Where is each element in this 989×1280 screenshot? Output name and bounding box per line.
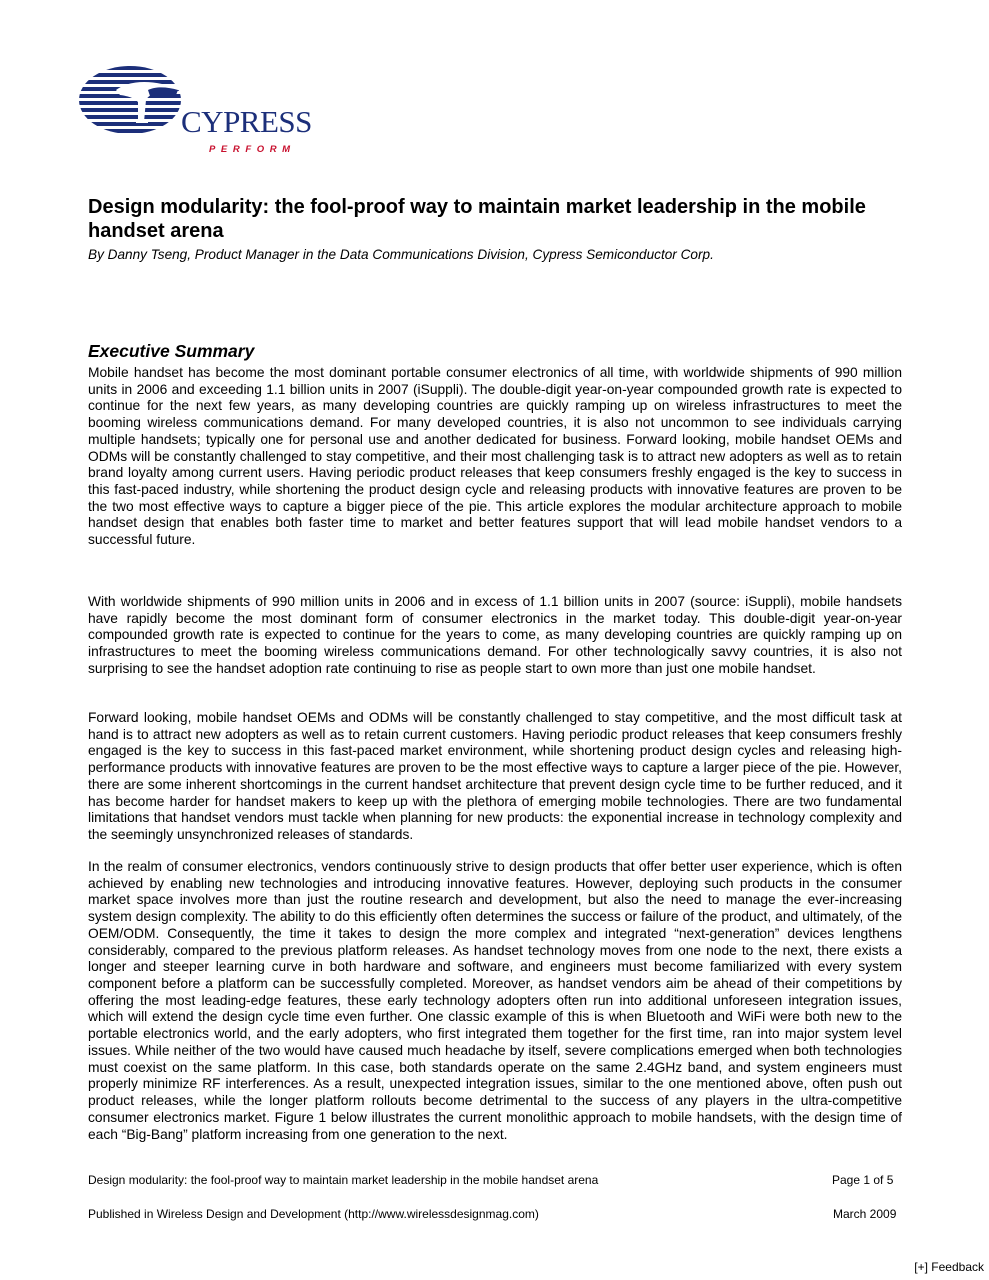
article-byline: By Danny Tseng, Product Manager in the Data Communications Division, Cypress Semiconductor Corp. [88,247,714,262]
body-paragraph: In the realm of consumer electronics, vendors continuously strive to design products that offer better user experience, which is often achieved by enabling new technologies and introducing innovative features. However, deploying such products in the consumer market space involves more than just the routine research and development, but also the need to manage the ever-increasing system design complexity. The ability to do this efficiently often determines the success or failure of the product, and ultimately, of the OEM/ODM. Consequently, the time it takes to design the more complex and integrated “next-generation” devices lengthens considerably, compared to the previous platform releases. As handset technology moves from one node to the next, there exists a longer and steeper learning curve in both hardware and software, and engineers must become familiarized with every system component before a platform can be successfully completed. Moreover, as handset vendors aim be ahead of their competitions by offering the most leading-edge features, these early technology adopters often run into additional unforeseen integration issues, which will extend the design cycle time even further. One classic example of this is when Bluetooth and WiFi were both new to the portable electronics world, and the early adopters, who first integrated them together for the first time, ran into major system level issues. While neither of the two would have caused much headache by itself, severe complications emerged when both technologies must coexist on the same platform. In this case, both standards operate on the same 2.4GHz band, and system engineers must properly minimize RF interferences. As a result, unexpected integration issues, similar to the one mentioned above, often push out product releases, while the longer platform rollouts become detrimental to the success of any players in the ultra-competitive consumer electronics market. Figure 1 below illustrates the current monolithic approach to mobile handsets, with the design time of each “Big-Bang” platform increasing from one generation to the next. [88,859,902,1142]
logo-wordmark: CYPRESS [181,104,312,139]
executive-summary-heading: Executive Summary [88,341,255,361]
footer-page-number: Page 1 of 5 [832,1173,894,1187]
logo-tagline: PERFORM [209,144,296,155]
body-paragraph: With worldwide shipments of 990 million units in 2006 and in excess of 1.1 billion units in 2007 (source: iSuppli), mobile handsets have rapidly become the most dominant form of consumer electronics in the market today. This double-digit year-on-year compounded growth rate is expected to continue for the years to come, as many developing countries are quickly ramping up on infrastructures to meet the booming wireless communications demand. For other technologically savvy countries, it is also not surprising to see the handset adoption rate continuing to rise as people start to own more than just one mobile handset. [88,594,902,676]
article-title: Design modularity: the fool-proof way to maintain market leadership in the mobile handset arena [88,196,866,242]
cypress-logo [78,60,318,160]
body-paragraph: Forward looking, mobile handset OEMs and ODMs will be constantly challenged to stay competitive, and the most difficult task at hand is to attract new adopters as well as to retain current customers. Having periodic product releases that keep consumers freshly engaged is the key to success in this fast-paced market environment, while shortening product design cycles and releasing high-performance products with innovative features are proven to be the most effective ways to capture a larger piece of the pie. However, there are some inherent shortcomings in the current handset architecture that prevent design cycle time to be further reduced, and it has become harder for handset makers to keep up with the plethora of emerging mobile technologies. There are two fundamental limitations that handset vendors must tackle when planning for new products: the exponential increase in technology complexity and the seemingly unsynchronized releases of standards. [88,710,902,843]
feedback-link[interactable]: [+] Feedback [914,1260,984,1274]
footer-date: March 2009 [833,1207,897,1221]
footer-publication: Published in Wireless Design and Development (http://www.wirelessdesignmag.com) [88,1207,539,1221]
footer-running-title: Design modularity: the fool-proof way to maintain market leadership in the mobile handset arena [88,1173,599,1187]
executive-summary-text: Mobile handset has become the most dominant portable consumer electronics of all time, with worldwide shipments of 990 million units in 2006 and exceeding 1.1 billion units in 2007 (iSuppli). The double-digit year-on-year compounded growth rate is expected to continue for the next few years, as many developing countries are quickly ramping up on wireless infrastructures to meet the booming wireless communications demand. For many developed countries, it is also not uncommon to see individuals carrying multiple handsets; typically one for personal use and another dedicated for business. Forward looking, mobile handset OEMs and ODMs will be constantly challenged to stay competitive, and their most challenging task is to attract new adopters as well as to retain brand loyalty among current users. Having periodic product releases that keep consumers freshly engaged is the key to success in this fast-paced industry, while shortening the product design cycle and releasing products with innovative features are proven to be the two most effective ways to capture a bigger piece of the pie. This article explores the modular architecture approach to mobile handset design that enables both faster time to market and better features support that will lead mobile handset vendors to a successful future. [88,365,902,548]
